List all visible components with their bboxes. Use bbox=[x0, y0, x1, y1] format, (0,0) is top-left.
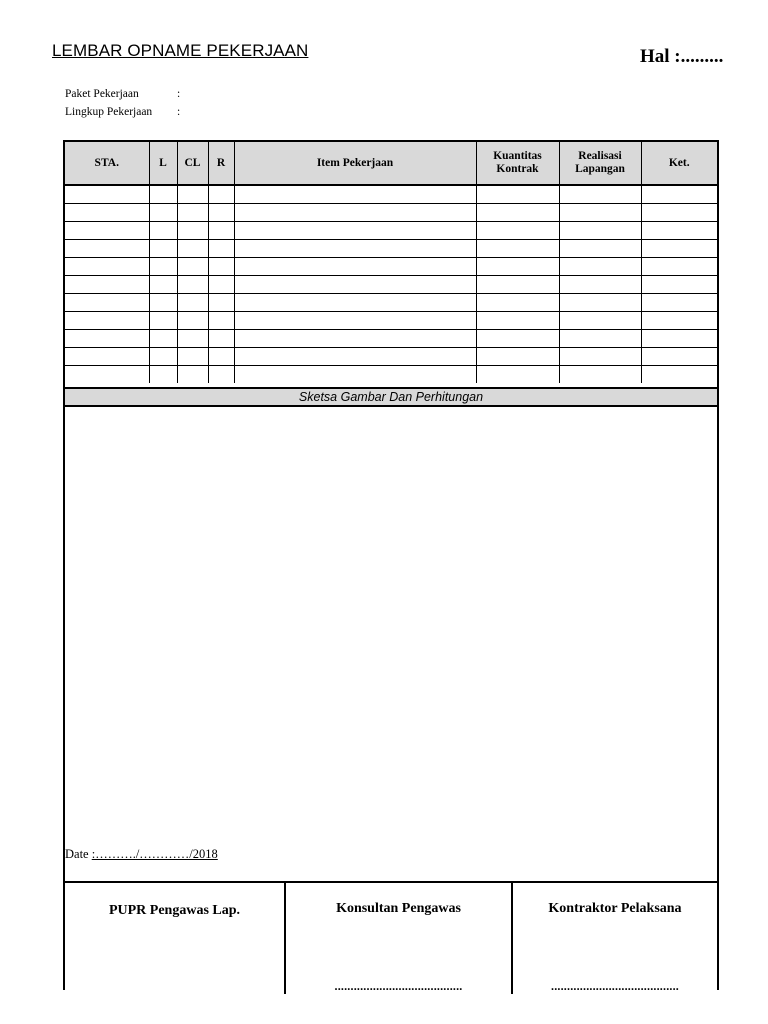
table-cell[interactable] bbox=[476, 204, 559, 222]
table-cell[interactable] bbox=[476, 258, 559, 276]
table-cell[interactable] bbox=[177, 222, 208, 240]
signature-block-konsultan bbox=[284, 883, 511, 994]
table-cell[interactable] bbox=[234, 204, 476, 222]
table-row bbox=[65, 294, 717, 312]
table-cell[interactable] bbox=[149, 348, 177, 366]
table-row bbox=[65, 240, 717, 258]
table-cell[interactable] bbox=[208, 276, 234, 294]
table-cell[interactable] bbox=[208, 222, 234, 240]
table-cell[interactable] bbox=[559, 222, 641, 240]
table-cell[interactable] bbox=[641, 366, 717, 384]
table-cell[interactable] bbox=[559, 366, 641, 384]
table-cell[interactable] bbox=[177, 276, 208, 294]
table-cell[interactable] bbox=[641, 258, 717, 276]
table-row bbox=[65, 185, 717, 204]
table-cell[interactable] bbox=[234, 330, 476, 348]
signature-line-kontraktor: ........................................ bbox=[551, 979, 679, 993]
table-cell[interactable] bbox=[559, 348, 641, 366]
paket-pekerjaan-field bbox=[65, 88, 180, 100]
col-header-item-pekerjaan: Item Pekerjaan bbox=[234, 142, 476, 185]
table-cell[interactable] bbox=[65, 222, 149, 240]
table-cell[interactable] bbox=[234, 276, 476, 294]
table-cell[interactable] bbox=[559, 330, 641, 348]
table-cell[interactable] bbox=[65, 185, 149, 204]
date-prefix: Date bbox=[65, 847, 92, 861]
table-cell[interactable] bbox=[641, 294, 717, 312]
table-cell[interactable] bbox=[208, 330, 234, 348]
date-value: :………./…………/2018 bbox=[91, 847, 218, 861]
table-cell[interactable] bbox=[641, 330, 717, 348]
table-cell[interactable] bbox=[234, 312, 476, 330]
table-row bbox=[65, 276, 717, 294]
opname-table bbox=[65, 142, 717, 383]
signature-title-konsultan: Konsultan Pengawas bbox=[336, 901, 461, 916]
table-cell[interactable] bbox=[476, 222, 559, 240]
table-cell[interactable] bbox=[177, 312, 208, 330]
table-row bbox=[65, 348, 717, 366]
col-header-r: R bbox=[208, 142, 234, 185]
table-cell[interactable] bbox=[476, 348, 559, 366]
table-cell[interactable] bbox=[177, 258, 208, 276]
lingkup-pekerjaan-colon: : bbox=[177, 106, 181, 118]
table-cell[interactable] bbox=[641, 348, 717, 366]
table-cell[interactable] bbox=[234, 240, 476, 258]
table-cell[interactable] bbox=[65, 348, 149, 366]
table-cell[interactable] bbox=[149, 204, 177, 222]
table-cell[interactable] bbox=[641, 240, 717, 258]
table-cell[interactable] bbox=[149, 366, 177, 384]
col-header-realisasi-line1: Realisasi bbox=[578, 150, 622, 162]
table-cell[interactable] bbox=[476, 294, 559, 312]
table-cell[interactable] bbox=[65, 312, 149, 330]
date-line bbox=[65, 847, 218, 862]
signature-title-pupr: PUPR Pengawas Lap. bbox=[108, 903, 241, 918]
table-cell[interactable] bbox=[65, 204, 149, 222]
table-cell[interactable] bbox=[149, 240, 177, 258]
paket-pekerjaan-colon: : bbox=[177, 88, 181, 100]
table-cell[interactable] bbox=[65, 366, 149, 384]
table-cell[interactable] bbox=[476, 366, 559, 384]
table-row bbox=[65, 330, 717, 348]
table-cell[interactable] bbox=[149, 276, 177, 294]
table-cell[interactable] bbox=[476, 276, 559, 294]
table-cell[interactable] bbox=[177, 185, 208, 204]
lingkup-pekerjaan-label: Lingkup Pekerjaan bbox=[65, 106, 153, 118]
table-cell[interactable] bbox=[208, 348, 234, 366]
table-cell[interactable] bbox=[476, 185, 559, 204]
table-cell[interactable] bbox=[65, 240, 149, 258]
table-cell[interactable] bbox=[234, 294, 476, 312]
table-cell[interactable] bbox=[65, 294, 149, 312]
table-cell[interactable] bbox=[149, 294, 177, 312]
col-header-sta: STA. bbox=[65, 142, 149, 185]
table-cell[interactable] bbox=[234, 222, 476, 240]
col-header-kuantitas-kontrak bbox=[476, 142, 559, 185]
table-cell[interactable] bbox=[559, 312, 641, 330]
table-cell[interactable] bbox=[208, 185, 234, 204]
table-cell[interactable] bbox=[559, 185, 641, 204]
table-cell[interactable] bbox=[641, 312, 717, 330]
signature-line-konsultan: ........................................ bbox=[334, 979, 463, 993]
table-cell[interactable] bbox=[208, 312, 234, 330]
page-number: Hal :......... bbox=[640, 46, 724, 67]
table-cell[interactable] bbox=[208, 240, 234, 258]
table-cell[interactable] bbox=[559, 240, 641, 258]
table-row bbox=[65, 222, 717, 240]
table-cell[interactable] bbox=[149, 185, 177, 204]
table-cell[interactable] bbox=[177, 294, 208, 312]
signature-block-pupr bbox=[65, 883, 284, 994]
col-header-l: L bbox=[149, 142, 177, 185]
table-cell[interactable] bbox=[234, 348, 476, 366]
table-row bbox=[65, 258, 717, 276]
table-cell[interactable] bbox=[177, 204, 208, 222]
table-cell[interactable] bbox=[559, 258, 641, 276]
table-row bbox=[65, 204, 717, 222]
table-cell[interactable] bbox=[208, 258, 234, 276]
col-header-kuantitas-line1: Kuantitas bbox=[493, 150, 542, 162]
table-cell[interactable] bbox=[208, 204, 234, 222]
table-cell[interactable] bbox=[559, 294, 641, 312]
table-cell[interactable] bbox=[177, 240, 208, 258]
col-header-realisasi-line2: Lapangan bbox=[575, 163, 625, 175]
table-cell[interactable] bbox=[476, 312, 559, 330]
table-cell[interactable] bbox=[234, 258, 476, 276]
table-cell[interactable] bbox=[476, 330, 559, 348]
table-cell[interactable] bbox=[177, 348, 208, 366]
sketch-section-header: Sketsa Gambar Dan Perhitungan bbox=[65, 387, 717, 407]
table-cell[interactable] bbox=[234, 185, 476, 204]
table-header-row bbox=[65, 142, 717, 185]
table-row bbox=[65, 312, 717, 330]
table-cell[interactable] bbox=[208, 294, 234, 312]
table-cell[interactable] bbox=[641, 222, 717, 240]
table-cell[interactable] bbox=[65, 330, 149, 348]
form-frame bbox=[63, 140, 719, 993]
page-title: LEMBAR OPNAME PEKERJAAN bbox=[52, 41, 309, 60]
table-cell[interactable] bbox=[641, 276, 717, 294]
table-cell[interactable] bbox=[177, 330, 208, 348]
table-cell[interactable] bbox=[65, 276, 149, 294]
signature-block-kontraktor bbox=[511, 883, 717, 994]
table-cell[interactable] bbox=[234, 366, 476, 384]
table-cell[interactable] bbox=[641, 204, 717, 222]
signature-title-kontraktor: Kontraktor Pelaksana bbox=[548, 901, 682, 916]
table-cell[interactable] bbox=[149, 312, 177, 330]
table-cell[interactable] bbox=[559, 276, 641, 294]
table-cell[interactable] bbox=[476, 240, 559, 258]
table-cell[interactable] bbox=[559, 204, 641, 222]
table-cell[interactable] bbox=[149, 330, 177, 348]
col-header-realisasi-lapangan bbox=[559, 142, 641, 185]
table-body bbox=[65, 185, 717, 383]
table-cell[interactable] bbox=[208, 366, 234, 384]
col-header-cl: CL bbox=[177, 142, 208, 185]
col-header-ket: Ket. bbox=[641, 142, 717, 185]
table-cell[interactable] bbox=[177, 366, 208, 384]
paket-pekerjaan-label: Paket Pekerjaan bbox=[65, 88, 139, 100]
table-cell[interactable] bbox=[641, 185, 717, 204]
lingkup-pekerjaan-field bbox=[65, 106, 180, 118]
table-cell[interactable] bbox=[65, 258, 149, 276]
signature-row bbox=[65, 881, 717, 994]
col-header-kuantitas-line2: Kontrak bbox=[496, 163, 539, 175]
table-cell[interactable] bbox=[149, 222, 177, 240]
table-row bbox=[65, 366, 717, 384]
table-cell[interactable] bbox=[149, 258, 177, 276]
